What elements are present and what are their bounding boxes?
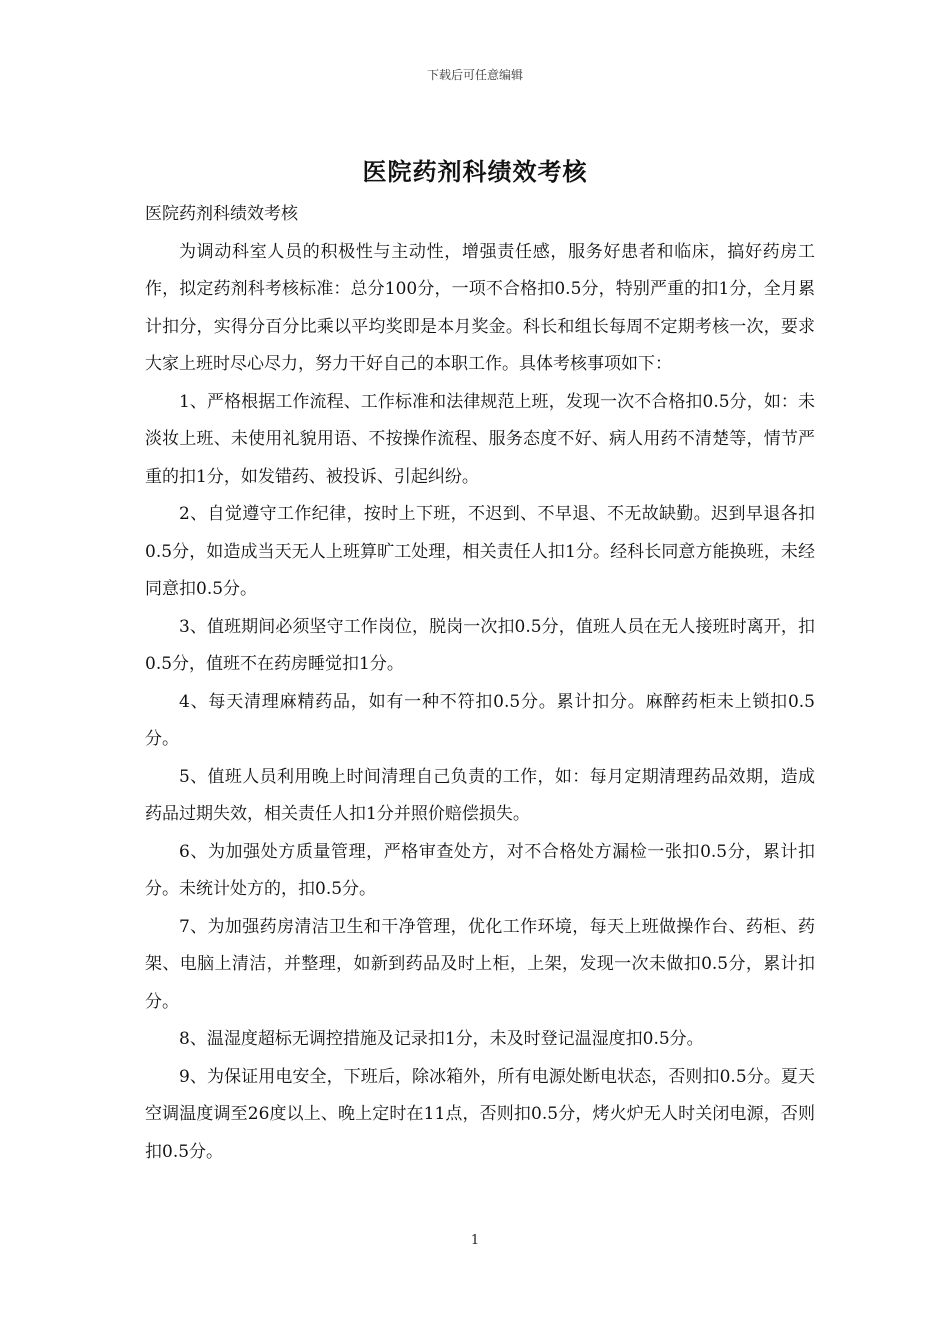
document-body — [145, 196, 815, 1171]
document-subtitle: 医院药剂科绩效考核 — [145, 204, 298, 224]
document-title: 医院药剂科绩效考核 — [362, 157, 588, 186]
paragraph-item-2: 2、自觉遵守工作纪律，按时上下班，不迟到、不早退、不无故缺勤。迟到早退各扣0.5分，如造成当天无人上班算旷工处理，相关责任人扣1分。经科长同意方能换班，未经同意扣0.5分。 — [145, 504, 815, 599]
paragraph-item-5: 5、值班人员利用晚上时间清理自己负责的工作，如：每月定期清理药品效期，造成药品过期失效，相关责任人扣1分并照价赔偿损失。 — [145, 766, 815, 824]
paragraph-item-8: 8、温湿度超标无调控措施及记录扣1分，未及时登记温湿度扣0.5分。 — [179, 1029, 704, 1049]
paragraph-item-7: 7、为加强药房清洁卫生和干净管理，优化工作环境，每天上班做操作台、药柜、药架、电脑上清洁，并整理，如新到药品及时上柜，上架，发现一次未做扣0.5分，累计扣分。 — [145, 916, 815, 1012]
paragraph-item-3: 3、值班期间必须坚守工作岗位，脱岗一次扣0.5分，值班人员在无人接班时离开，扣0.5分，值班不在药房睡觉扣1分。 — [145, 616, 815, 674]
paragraph-item-1: 1、严格根据工作流程、工作标准和法律规范上班，发现一次不合格扣0.5分，如：未淡妆上班、未使用礼貌用语、不按操作流程、服务态度不好、病人用药不清楚等，情节严重的扣1分，如发错药、被投诉、引起纠纷。 — [145, 391, 815, 487]
header-note: 下载后可任意编辑 — [426, 68, 523, 82]
paragraph-item-4: 4、每天清理麻精药品，如有一种不符扣0.5分。累计扣分。麻醉药柜未上锁扣0.5分。 — [145, 691, 815, 749]
page-number: 1 — [470, 1233, 480, 1248]
paragraph-item-6: 6、为加强处方质量管理，严格审查处方，对不合格处方漏检一张扣0.5分，累计扣分。未统计处方的，扣0.5分。 — [145, 841, 815, 899]
paragraph-item-9: 9、为保证用电安全，下班后，除冰箱外，所有电源处断电状态，否则扣0.5分。夏天空调温度调至26度以上、晚上定时在11点，否则扣0.5分，烤火炉无人时关闭电源，否则扣0.5分。 — [145, 1066, 815, 1162]
paragraph-intro: 为调动科室人员的积极性与主动性，增强责任感，服务好患者和临床，搞好药房工作，拟定药剂科考核标准：总分100分，一项不合格扣0.5分，特别严重的扣1分，全月累计扣分，实得分百分比乘以平均奖即是本月奖金。科长和组长每周不定期考核一次，要求大家上班时尽心尽力，努力干好自己的本职工作。具体考核事项如下： — [145, 241, 815, 374]
